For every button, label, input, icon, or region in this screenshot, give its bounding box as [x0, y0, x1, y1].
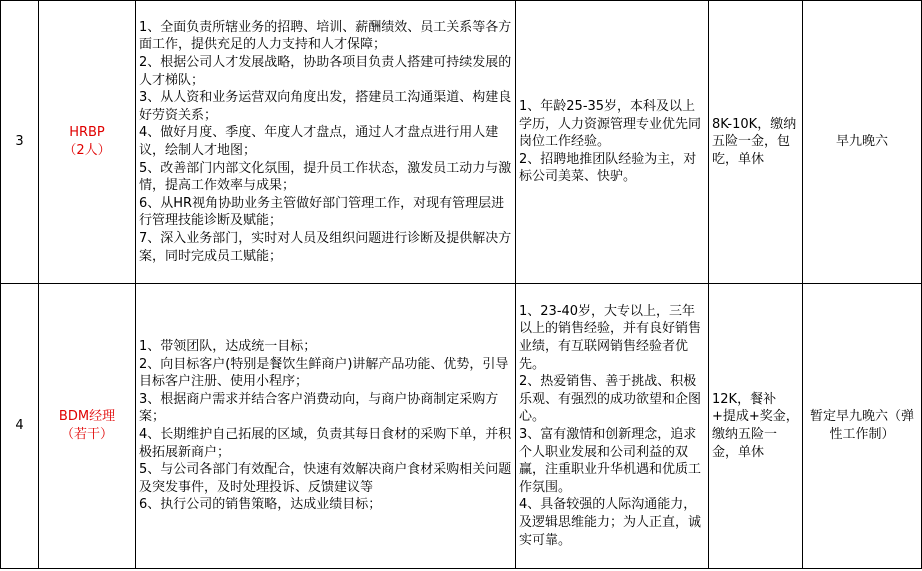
- duty-item: 3、从人资和业务运营双向角度出发，搭建员工沟通渠道、构建良好劳资关系；: [139, 90, 512, 123]
- requirements-cell: [516, 1, 709, 284]
- duty-item: 7、深入业务部门，实时对人员及组织问题进行诊断及提供解决方案，同时完成员工赋能；: [139, 230, 512, 264]
- duty-item: 4、长期维护自己拓展的区域，负责其每日食材的采购下单，并积极拓展新商户；: [139, 427, 512, 460]
- position-title: HRBP: [69, 125, 105, 141]
- position-headcount: （若干）: [60, 427, 113, 442]
- salary-cell: 8K-10K，缴纳五险一金，包吃，单休: [709, 1, 803, 284]
- requirement-item: 4、具备较强的人际沟通能力，及逻辑思维能力；为人正直，诚实可靠。: [519, 497, 702, 548]
- hours-cell: 暂定早九晚六（弹性工作制）: [803, 284, 922, 569]
- table-row: [1, 1, 922, 284]
- requirement-item: 2、热爱销售、善于挑战、积极乐观、有强烈的成功欲望和企图心。: [519, 374, 702, 425]
- position-headcount: （2人）: [63, 143, 111, 158]
- duty-item: 6、从HR视角协助业务主管做好部门管理工作，对现有管理层进行管理技能诊断及赋能；: [139, 195, 505, 229]
- row-number: 4: [1, 284, 39, 569]
- row-number: 3: [1, 1, 39, 284]
- duty-item: 2、向目标客户(特别是餐饮生鲜商户)讲解产品功能、优势，引导目标客户注册、使用小程序；: [139, 356, 509, 390]
- requirements-cell: [516, 284, 709, 569]
- duties-cell: [136, 1, 516, 284]
- duties-cell: [136, 284, 516, 569]
- requirement-item: 1、23-40岁，大专以上，三年以上的销售经验，并有良好销售业绩，有互联网销售经验者优先。: [519, 303, 702, 372]
- duty-item: 4、做好月度、季度、年度人才盘点，通过人才盘点进行用人建议，绘制人才地图；: [139, 125, 499, 158]
- duty-item: 2、根据公司人才发展战略，协助各项目负责人搭建可持续发展的人才梯队；: [139, 55, 512, 88]
- salary-cell: 12K，餐补+提成+奖金，缴纳五险一金，单休: [709, 284, 803, 569]
- position-cell: [39, 284, 136, 569]
- duty-item: 6、执行公司的销售策略，达成业绩目标；: [139, 497, 382, 513]
- position-cell: [39, 1, 136, 284]
- duty-item: 3、根据商户需求并结合客户消费动向，与商户协商制定采购方案；: [139, 391, 499, 425]
- table-row: [1, 284, 922, 569]
- duty-item: 5、与公司各部门有效配合，快速有效解决商户食材采购相关问题及突发事件，及时处理投诉、反馈建议等: [139, 462, 512, 495]
- requirement-item: 2、招聘地推团队经验为主，对标公司美菜、快驴。: [519, 151, 697, 185]
- requirement-item: 1、年龄25-35岁，本科及以上学历，人力资源管理专业优先同岗位工作经验。: [519, 99, 702, 150]
- position-title: BDM经理: [58, 409, 116, 425]
- duty-item: 1、带领团队，达成统一目标；: [139, 339, 317, 355]
- requirement-item: 3、富有激情和创新理念，追求个人职业发展和公司利益的双赢，注重职业升华机遇和优质工作氛围。: [519, 427, 702, 495]
- duty-item: 5、改善部门内部文化氛围，提升员工作状态，激发员工动力与激情，提高工作效率与成果；: [139, 160, 512, 194]
- duty-item: 1、全面负责所辖业务的招聘、培训、薪酬绩效、员工关系等各方面工作，提供充足的人力支持和人才保障；: [139, 19, 512, 53]
- hours-cell: 早九晚六: [803, 1, 922, 284]
